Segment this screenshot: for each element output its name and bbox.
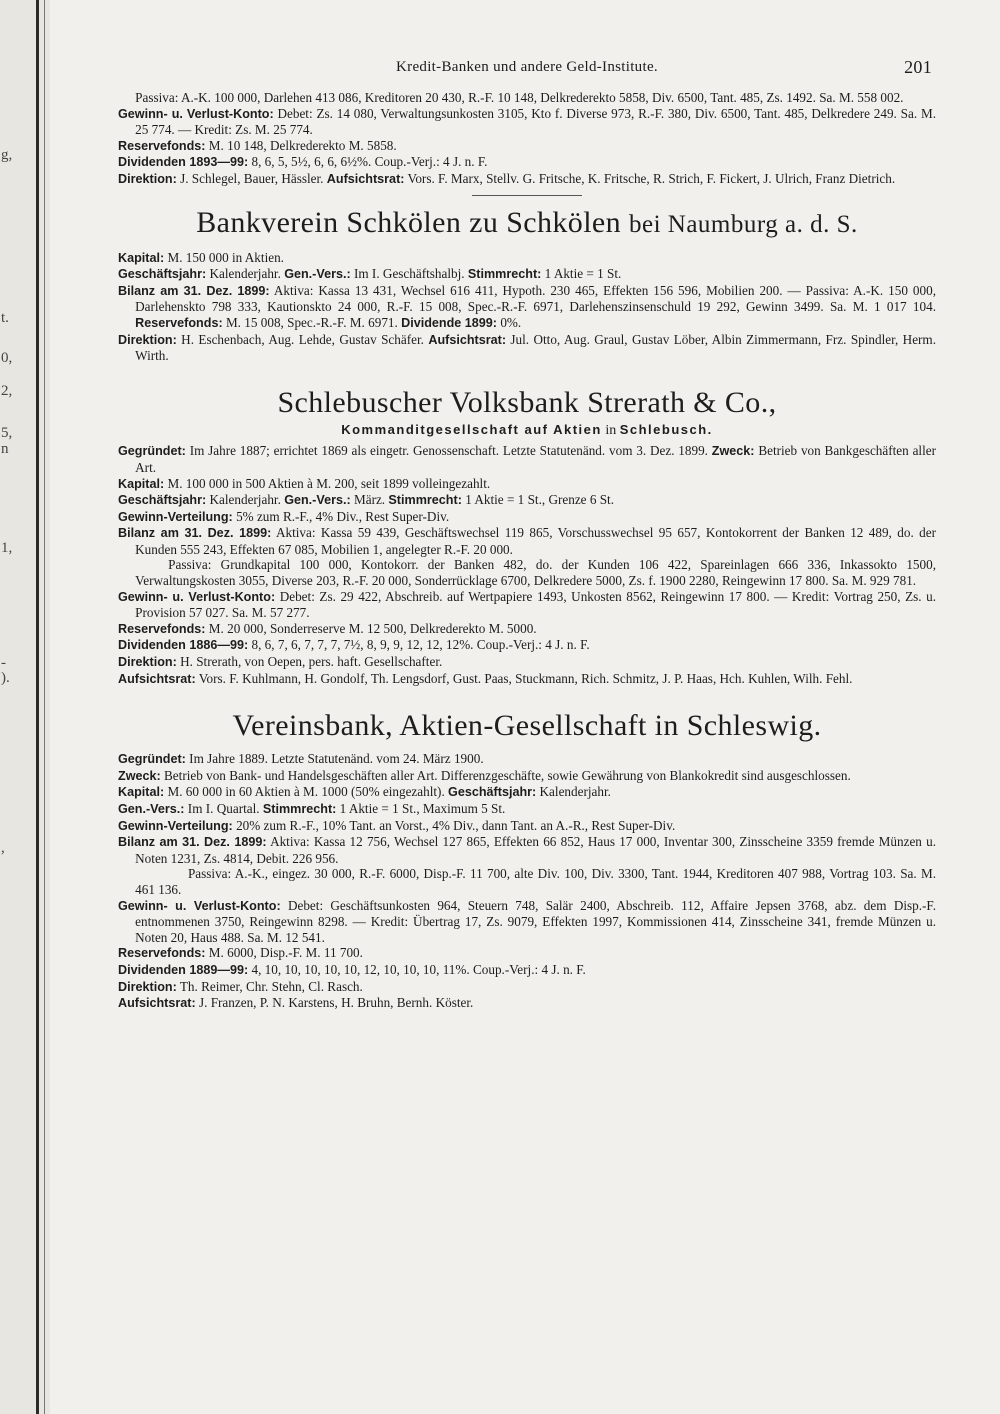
- gewinn-verteilung-entry: [118, 818, 936, 835]
- margin-fragment: -: [1, 655, 6, 671]
- entry-text: Betrieb von Bank- und Handelsgeschäften aller Art. Differenzgeschäfte, sowie Gewährung von Blankokredit sind ausgeschlossen.: [164, 767, 851, 783]
- entry-label: Geschäftsjahr:: [448, 785, 537, 800]
- entry-text: M. 60 000 in 60 Aktien à M. 1000 (50% eingezahlt).: [167, 784, 445, 800]
- margin-fragment: 5,: [1, 425, 13, 441]
- entry-text: J. Schlegel, Bauer, Hässler.: [180, 170, 324, 186]
- company-title: Vereinsbank, Aktien-Gesellschaft in Schleswig.: [232, 709, 822, 743]
- entry-label: Aufsichtsrat:: [326, 171, 405, 186]
- entry-text: Debet: Zs. 14 080, Verwaltungsunkosten 3105, Kto f. Diverse 973, R.-F. 380, Div. 6500, Tant. 485, Delkredere 249. Sa. M. 25 774. — Kredit: Zs. M. 25 774.: [135, 105, 936, 138]
- direktion-entry: [118, 332, 936, 364]
- entry-label: Geschäftsjahr:: [118, 267, 207, 282]
- geschaeftsjahr-entry: [118, 266, 936, 283]
- direktion-entry: [118, 979, 936, 996]
- book-gutter: [0, 0, 50, 1414]
- page-content: [118, 57, 937, 1012]
- entry-label: Direktion:: [118, 979, 177, 994]
- entry-label: Gewinn- u. Verlust-Konto:: [118, 589, 276, 604]
- entry-text: 1 Aktie = 1 St., Maximum 5 St.: [339, 801, 506, 816]
- gewinn-verlust-entry: [118, 898, 936, 946]
- entry-text: Th. Reimer, Chr. Stehn, Cl. Rasch.: [179, 978, 363, 994]
- entry-label: Zweck:: [118, 768, 161, 783]
- entry-label: Gewinn- u. Verlust-Konto:: [118, 898, 281, 913]
- gewinn-verlust-entry: [118, 106, 936, 138]
- margin-fragment: t.: [1, 310, 9, 326]
- dividenden-entry: [118, 154, 936, 171]
- entry-text: Im I. Quartal.: [187, 801, 260, 816]
- direktion-entry: [118, 171, 936, 188]
- entry-label: Gegründet:: [118, 444, 186, 459]
- entry-label: Dividenden 1893—99:: [118, 155, 249, 170]
- aufsichtsrat-entry: [118, 671, 936, 688]
- entry-text: H. Strerath, von Oepen, pers. haft. Gesellschafter.: [180, 654, 443, 670]
- direktion-entry: [118, 654, 936, 671]
- entry-text: Aktiva: Kassa 12 756, Wechsel 127 865, Effekten 66 852, Haus 17 000, Inventar 300, Zinsscheine 3359 fremde Münzen u. Noten 1231, Zs. 4814, Debit. 226 956.: [135, 834, 936, 866]
- entry-label: Direktion:: [118, 655, 177, 670]
- gutter-binding-line: [36, 0, 39, 1414]
- entry-text: 8, 6, 7, 6, 7, 7, 7, 7½, 8, 9, 9, 12, 12, 12%. Coup.-Verj.: 4 J. n. F.: [251, 637, 590, 653]
- entry-label: Stimmrecht:: [262, 802, 337, 816]
- entry-label: Stimmrecht:: [388, 493, 462, 508]
- entry-text: 8, 6, 5, 5½, 6, 6, 6½%. Coup.-Verj.: 4 J. n. F.: [251, 154, 488, 170]
- zweck-entry: [118, 768, 936, 785]
- gutter-shadow-line: [44, 0, 45, 1414]
- kapital-entry: [118, 250, 936, 267]
- dividenden-entry: [118, 962, 936, 979]
- company-subtitle: [118, 422, 936, 439]
- entry-text: 1 Aktie = 1 St., Grenze 6 St.: [465, 492, 615, 508]
- entry-label: Reservefonds:: [118, 621, 206, 636]
- entry-label: Reservefonds:: [118, 946, 206, 961]
- previous-entry-continuation: [118, 90, 936, 188]
- entry-label: Geschäftsjahr:: [118, 493, 207, 508]
- aufsichtsrat-entry: [118, 995, 936, 1012]
- section-gap: [118, 687, 936, 701]
- entry-text: 5% zum R.-F., 4% Div., Rest Super-Div.: [236, 508, 450, 524]
- entry-label: Gen.-Vers.:: [284, 267, 351, 282]
- margin-fragment: g,: [1, 147, 13, 163]
- gegruendet-entry: [118, 751, 936, 768]
- passiva-entry: Passiva: Grundkapital 100 000, Kontokorr. der Banken 482, do. der Kunden 106 422, Spareinlagen 666 336, Inkassokto 1500, Verwaltungskosten 3055, Diverse 203, R.-F. 20 000, Sonderrücklage 6700, Delkredere 5000, Zs. f. 1900 2280, Reingewinn 17 800. Sa. M. 929 781.: [135, 557, 936, 589]
- entry-label: Gewinn-Verteilung:: [118, 509, 233, 524]
- reservefonds-entry: [118, 945, 936, 962]
- passiva-entry: Passiva: A.-K. 100 000, Darlehen 413 086, Kreditoren 20 430, R.-F. 10 148, Delkrederekto 5858, Div. 6500, Tant. 485, Zs. 1492. Sa. M. 558 002.: [135, 90, 904, 105]
- entry-text: M. 10 148, Delkrederekto M. 5858.: [208, 137, 397, 153]
- entry-text: M. 100 000 in 500 Aktien à M. 200, seit 1899 volleingezahlt.: [167, 475, 491, 491]
- entry-label: Direktion:: [118, 171, 177, 186]
- page-number: 201: [904, 57, 932, 77]
- entry-label: Gewinn- u. Verlust-Konto:: [118, 106, 274, 121]
- bilanz-entry: [118, 525, 936, 557]
- entry-text: M. 15 008, Spec.-R.-F. M. 6971.: [225, 314, 398, 330]
- entry-text: Vors. F. Marx, Stellv. G. Fritsche, K. Fritsche, R. Strich, F. Fickert, J. Ulrich, Franz Dietrich.: [407, 170, 896, 186]
- company-location: bei Naumburg a. d. S.: [628, 210, 858, 238]
- gewinn-verteilung-entry: [118, 509, 936, 526]
- entry-label: Direktion:: [118, 332, 177, 347]
- entry-text: Kalenderjahr.: [539, 784, 611, 800]
- geschaeftsjahr-entry: [118, 492, 936, 509]
- company-title: [118, 206, 936, 242]
- gegruendet-entry: [118, 443, 936, 475]
- entry-text: Debet: Geschäftsunkosten 964, Steuern 748, Salär 2400, Abschreib. 112, Affaire Jepsen 3768, abz. dem Disp.-F. entnommenen 3750, Reingewinn 8298. — Kredit: Übertrag 17, Zs. 9079, Effekten 1997, Kommissionen 414, Zinsscheine 341, fremde Münzen u. Noten 20, Haus 488. Sa. M. 12 541.: [135, 897, 936, 945]
- entry-text: Vors. F. Kuhlmann, H. Gondolf, Th. Lengsdorf, Gust. Paas, Stuckmann, Rich. Schmitz, J. P. Haas, Hch. Kuhlen, Wilh. Fehl.: [198, 670, 853, 686]
- entry-label: Bilanz am 31. Dez. 1899:: [118, 835, 267, 850]
- entry-text: Im Jahre 1887; errichtet 1869 als eingetr. Genossenschaft. Letzte Statutenänd. vom 3. Dez. 1899.: [189, 443, 708, 459]
- entry-label: Bilanz am 31. Dez. 1899:: [118, 283, 270, 298]
- entry-text: März.: [353, 492, 386, 508]
- reservefonds-entry: [118, 621, 936, 638]
- entry-label: Dividende 1899:: [401, 315, 498, 330]
- entry-label: Aufsichtsrat:: [428, 332, 507, 347]
- entry-text: M. 150 000 in Aktien.: [167, 249, 284, 265]
- company-entry-schleswig: [118, 709, 936, 1012]
- gen-vers-entry: [118, 801, 936, 818]
- entry-text: M. 20 000, Sonderreserve M. 12 500, Delkrederekto M. 5000.: [208, 620, 537, 636]
- entry-label: Aufsichtsrat:: [118, 996, 196, 1011]
- entry-text: 0%.: [500, 314, 522, 330]
- entry-label: Bilanz am 31. Dez. 1899:: [118, 526, 272, 541]
- margin-fragment: 1,: [1, 540, 13, 556]
- entry-text: Debet: Zs. 29 422, Abschreib. auf Wertpapiere 1493, Unkosten 8562, Reingewinn 17 800. — Kredit: Vortrag 250, Zs. u. Provision 57 027. Sa. M. 57 277.: [135, 588, 937, 621]
- entry-text: 1 Aktie = 1 St.: [544, 266, 622, 282]
- gewinn-verlust-entry: [118, 589, 936, 621]
- running-title: Kredit-Banken und andere Geld-Institute.: [396, 59, 658, 75]
- entry-label: Zweck:: [711, 444, 755, 459]
- margin-fragment: ,: [1, 840, 5, 856]
- margin-fragment: 0,: [1, 350, 13, 366]
- entry-label: Dividenden 1889—99:: [118, 962, 249, 977]
- company-legal-form: Kommanditgesellschaft auf Aktien: [341, 421, 602, 437]
- entry-label: Gegründet:: [118, 752, 186, 767]
- margin-fragment: ).: [1, 670, 10, 686]
- entry-label: Gewinn-Verteilung:: [118, 818, 233, 833]
- passiva-entry: Passiva: A.-K., eingez. 30 000, R.-F. 6000, Disp.-F. 11 700, alte Div. 100, Div. 3300, Tant. 1944, Kreditoren 407 988, Vortrag 103. Sa. M. 461 136.: [135, 866, 936, 897]
- entry-text: Aktiva: Kassa 13 431, Wechsel 616 411, Hypoth. 230 465, Effekten 156 596, Mobilien 200. — Passiva: A.-K. 150 000, Darlehenskto 798 333, Kautionskto 24 000, R.-F. 15 008, Spec.-R.-F. 6971, Darlehenszinsenschuld 19 292, Gewinn 3499. Sa. M. 1 017 104.: [135, 282, 936, 315]
- entry-label: Gen.-Vers.:: [118, 802, 185, 816]
- dividenden-entry: [118, 637, 936, 654]
- entry-label: Stimmrecht:: [467, 267, 542, 282]
- entry-text: Jul. Otto, Aug. Graul, Gustav Löber, Albin Zimmermann, Frz. Spindler, Herm. Wirth.: [135, 331, 936, 364]
- entry-text: Im I. Geschäftshalbj.: [353, 266, 465, 282]
- margin-fragment: n: [1, 441, 9, 457]
- kapital-entry: [118, 784, 936, 801]
- entry-text: Kalenderjahr.: [209, 266, 281, 282]
- section-gap: [118, 364, 936, 378]
- entry-label: Kapital:: [118, 250, 165, 265]
- company-place: Schlebusch.: [619, 421, 713, 437]
- entry-label: Dividenden 1886—99:: [118, 638, 249, 653]
- entry-text: J. Franzen, P. N. Karstens, H. Bruhn, Bernh. Köster.: [198, 995, 474, 1011]
- entry-text: 4, 10, 10, 10, 10, 10, 12, 10, 10, 10, 11%. Coup.-Verj.: 4 J. n. F.: [251, 961, 586, 977]
- bilanz-entry: [118, 834, 936, 866]
- entry-text: Im Jahre 1889. Letzte Statutenänd. vom 24. März 1900.: [189, 751, 484, 767]
- company-entry-schlebusch: [118, 386, 936, 688]
- company-subtitle-text: in: [605, 422, 617, 438]
- entry-label: Reservefonds:: [118, 138, 206, 153]
- reservefonds-entry: [118, 138, 936, 155]
- bilanz-entry: [118, 283, 936, 332]
- running-header: [118, 57, 936, 90]
- entry-label: Reservefonds:: [135, 315, 223, 330]
- entry-text: Betrieb von Bankgeschäften aller Art.: [135, 443, 936, 475]
- entry-label: Gen.-Vers.:: [284, 493, 351, 508]
- company-title: Schlebuscher Volksbank Strerath & Co.,: [277, 385, 777, 419]
- entry-text: 20% zum R.-F., 10% Tant. an Vorst., 4% Div., dann Tant. an A.-R., Rest Super-Div.: [236, 817, 676, 833]
- kapital-entry: [118, 476, 936, 493]
- entry-label: Kapital:: [118, 785, 165, 800]
- entry-text: Kalenderjahr.: [209, 492, 281, 508]
- company-name: Bankverein Schkölen zu Schkölen: [196, 205, 622, 239]
- company-entry-schkoelen: [118, 206, 936, 364]
- entry-label: Kapital:: [118, 476, 165, 491]
- entry-text: Aktiva: Kassa 59 439, Geschäftswechsel 119 865, Vorschusswechsel 95 657, Kontokorrent der Banken 12 489, do. der Kunden 555 243, Effekten 67 085, Mobilien 1, angelegter R.-F. 20 000.: [135, 525, 936, 557]
- section-divider: [472, 195, 582, 196]
- entry-label: Aufsichtsrat:: [118, 671, 196, 686]
- entry-text: H. Eschenbach, Aug. Lehde, Gustav Schäfer.: [181, 331, 424, 347]
- entry-text: M. 6000, Disp.-F. M. 11 700.: [208, 945, 363, 961]
- margin-fragment: 2,: [1, 383, 13, 399]
